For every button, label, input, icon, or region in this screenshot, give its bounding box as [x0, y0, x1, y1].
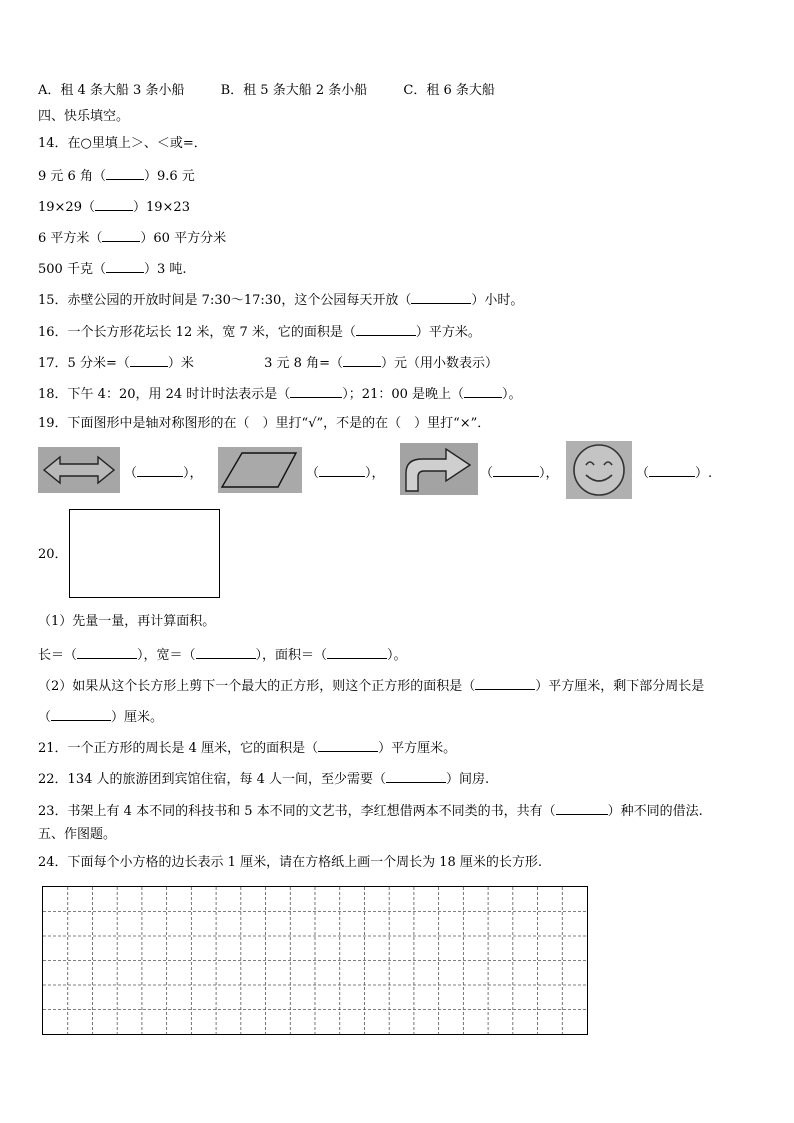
- q17-text-b: ）米: [167, 356, 194, 371]
- answer-blank[interactable]: [493, 464, 539, 477]
- answer-blank[interactable]: [464, 385, 502, 398]
- answer-blank[interactable]: [51, 708, 111, 721]
- paren-open: （: [38, 710, 52, 725]
- q14-stem: 14．在○里填上＞、＜或=．: [38, 136, 207, 151]
- paren-close: ），: [539, 466, 559, 481]
- answer-blank[interactable]: [137, 464, 183, 477]
- q17: [38, 354, 498, 372]
- answer-blank[interactable]: [386, 770, 446, 783]
- q16-text: 16．一个长方形花坛长 12 米，宽 7 米，它的面积是（: [38, 325, 356, 340]
- q14-item-1-left: 9 元 6 角（: [38, 169, 106, 184]
- answer-blank[interactable]: [130, 354, 168, 367]
- q23-text: 23．书架上有 4 本不同的科技书和 5 本不同的文艺书，李红想借两本不同类的书，共有（: [38, 804, 556, 819]
- option-b: B．租 5 条大船 2 条小船: [220, 83, 368, 98]
- answer-blank[interactable]: [95, 198, 133, 211]
- q17-text-c: 3 元 8 角=（: [264, 356, 343, 371]
- square-grid-paper[interactable]: [42, 886, 588, 1035]
- answer-blank[interactable]: [649, 464, 695, 477]
- answer-blank[interactable]: [556, 802, 608, 815]
- line-end: ）。: [387, 648, 407, 663]
- answer-blank[interactable]: [343, 354, 381, 367]
- q20-sub2-unit: ）厘米。: [111, 710, 164, 725]
- q14-item-2: [38, 198, 190, 216]
- double-arrow-figure: [38, 447, 120, 493]
- q22-text-end: ）间房.: [446, 772, 490, 787]
- q18: [38, 385, 522, 403]
- q16-text-end: ）平方米。: [415, 325, 481, 340]
- q13-options: [38, 83, 495, 99]
- q19-answer-3: [480, 464, 559, 482]
- paren-open: （: [124, 466, 138, 481]
- answer-blank[interactable]: [411, 291, 471, 304]
- parallelogram-icon: [218, 447, 302, 493]
- q17-text-d: ）元（用小数表示）: [380, 356, 498, 371]
- smiley-face-icon: [566, 441, 632, 499]
- answer-blank[interactable]: [327, 646, 387, 659]
- q22: [38, 770, 489, 788]
- q18-text-a: 18．下午 4：20，用 24 时计时法表示是（: [38, 387, 291, 402]
- answer-blank[interactable]: [106, 167, 144, 180]
- paren-open: （: [480, 466, 494, 481]
- answer-blank[interactable]: [77, 646, 137, 659]
- smiley-figure: [566, 441, 632, 499]
- q15-text-end: ）小时。: [471, 293, 524, 308]
- option-c: C．租 6 条大船: [403, 83, 495, 98]
- answer-blank[interactable]: [319, 464, 365, 477]
- length-label: 长＝（: [38, 648, 78, 663]
- double-arrow-icon: [38, 447, 120, 493]
- q17-text-a: 17．5 分米=（: [38, 356, 130, 371]
- answer-blank[interactable]: [475, 677, 535, 690]
- paren-close: ），: [365, 466, 385, 481]
- q14-item-2-right: ）19×23: [132, 200, 190, 215]
- paren-close: ），: [183, 466, 203, 481]
- q14-item-4: [38, 260, 187, 278]
- q14-item-1: [38, 167, 195, 185]
- q20-sub2: [38, 677, 704, 695]
- q15: [38, 291, 523, 309]
- q14-item-3-left: 6 平方米（: [38, 231, 103, 246]
- q14-item-4-right: ）3 吨.: [143, 262, 187, 277]
- area-label: ），面积＝（: [255, 648, 328, 663]
- q19-stem: 19．下面图形中是轴对称图形的在（ ）里打“√”，不是的在（ ）里打“×”．: [38, 416, 491, 431]
- parallelogram-figure: [218, 447, 302, 493]
- rectangle-figure: [69, 509, 220, 598]
- q16: [38, 323, 481, 341]
- answer-blank[interactable]: [102, 229, 140, 242]
- q14-item-3: [38, 229, 226, 247]
- answer-blank[interactable]: [106, 260, 144, 273]
- q21: [38, 739, 456, 757]
- q19-answer-4: [636, 464, 712, 482]
- q19-answer-1: [124, 464, 203, 482]
- q14-item-4-left: 500 千克（: [38, 262, 106, 277]
- q22-text: 22．134 人的旅游团到宾馆住宿，每 4 人一间，至少需要（: [38, 772, 387, 787]
- section-4-heading: 四、快乐填空。: [38, 109, 130, 124]
- q19-answer-2: [306, 464, 385, 482]
- curved-arrow-figure: [400, 443, 478, 495]
- q20-sub1-line: [38, 646, 407, 664]
- q18-text-b: ）；21：00 是晚上（: [342, 387, 465, 402]
- q24: 24．下面每个小方格的边长表示 1 厘米，请在方格纸上画一个周长为 18 厘米的长方形.: [38, 855, 543, 870]
- answer-blank[interactable]: [356, 323, 416, 336]
- section-5-heading: 五、作图题。: [38, 827, 117, 842]
- q14-item-1-right: ）9.6 元: [143, 169, 195, 184]
- paren-open: （: [636, 466, 650, 481]
- q20-sub2-text: （2）如果从这个长方形上剪下一个最大的正方形，则这个正方形的面积是（: [38, 679, 476, 694]
- q18-text-c: ）。: [502, 387, 522, 402]
- paren-open: （: [306, 466, 320, 481]
- q23: [38, 802, 703, 820]
- q23-text-end: ）种不同的借法.: [607, 804, 703, 819]
- q21-text-end: ）平方厘米。: [378, 741, 457, 756]
- option-a: A．租 4 条大船 3 条小船: [38, 83, 185, 98]
- q21-text: 21．一个正方形的周长是 4 厘米，它的面积是（: [38, 741, 319, 756]
- answer-blank[interactable]: [318, 739, 378, 752]
- q14-item-2-left: 19×29（: [38, 200, 95, 215]
- paren-close: ）.: [695, 466, 713, 481]
- q20-sub1: （1）先量一量，再计算面积。: [38, 614, 216, 629]
- q20-number: 20．: [38, 547, 68, 562]
- width-label: ），宽＝（: [137, 648, 196, 663]
- answer-blank[interactable]: [196, 646, 256, 659]
- q15-text: 15．赤壁公园的开放时间是 7:30～17:30，这个公园每天开放（: [38, 293, 412, 308]
- answer-blank[interactable]: [290, 385, 342, 398]
- q20-sub2-text-end: ）平方厘米，剩下部分周长是: [535, 679, 705, 694]
- q14-item-3-right: ）60 平方分米: [140, 231, 227, 246]
- turn-arrow-icon: [400, 443, 478, 495]
- q20-sub2-cont: [38, 708, 163, 726]
- grid-lines: [43, 887, 587, 1034]
